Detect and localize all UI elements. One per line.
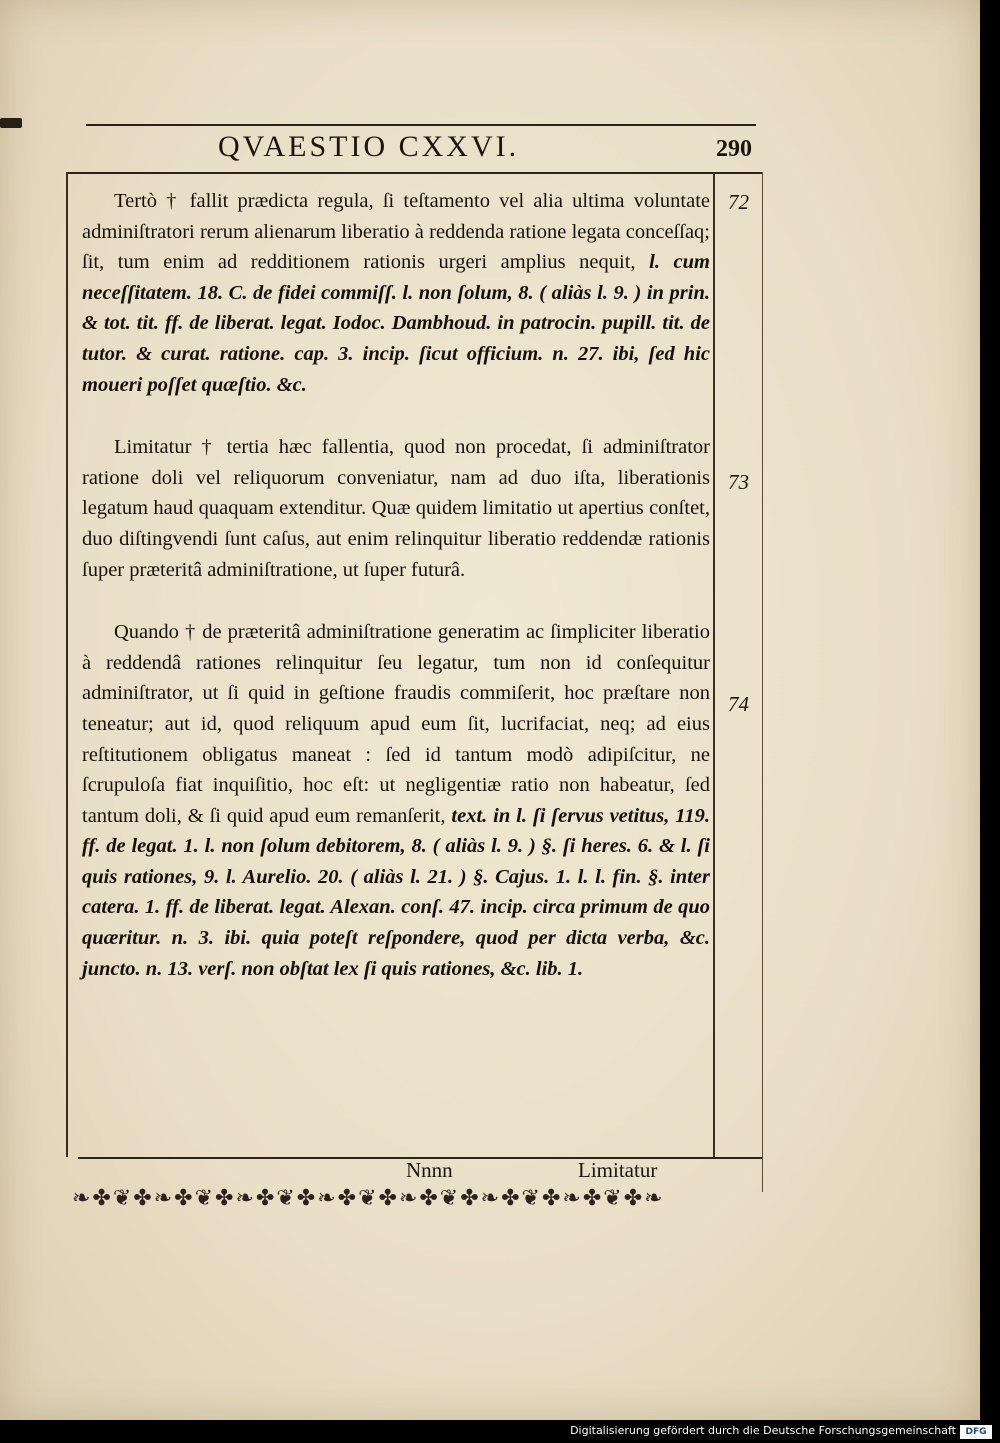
dfg-logo-icon: DFG — [960, 1425, 992, 1439]
paragraph-2-text: Limitatur † tertia hæc fallentia, quod non procedat, ſi adminiſtrator ratione doli vel reliquorum conveniatur, nam ad duo iſta, liberationis legatum haud quaquam extenditur. Quæ quidem limitatio ut apertius conſtet, duo diſtingvendi ſunt caſus, aut enim relinquitur liberatio reddendæ rationis ſuper præteritâ adminiſtratione, ut ſuper futurâ. — [82, 436, 710, 581]
signature-mark: Nnnn — [406, 1158, 453, 1182]
margin-edge-rule — [762, 172, 763, 1192]
margin-number-73: 73 — [728, 470, 749, 494]
header-top-rule — [86, 124, 756, 126]
main-text — [82, 186, 710, 984]
binding-mark — [0, 118, 22, 128]
page-number: 290 — [716, 136, 752, 162]
header-rule — [66, 172, 762, 174]
paragraph-1-citation: l. cum neceſſitatem. 18. C. de fidei commiſſ. l. non ſolum, 8. ( aliàs l. 9. ) in prin. & tot. tit. ff. de liberat. legat. Iodoc. Dambhoud. in patrocin. pupill. tit. de tutor. & curat. ratione. cap. 3. incip. ſicut officium. n. 27. ibi, ſed hic moueri poſſet quæſtio. &c. — [82, 251, 710, 396]
margin-number-74: 74 — [728, 692, 749, 716]
paragraph-1 — [82, 186, 710, 400]
frame-right-rule — [713, 172, 715, 1157]
catchword: Limitatur — [578, 1158, 658, 1182]
paragraph-3-citation: text. in l. ſi ſervus vetitus, 119. ff. de legat. 1. l. non ſolum debitorem, 8. ( aliàs l. 9. ) §. ſi heres. 6. & l. ſi quis rationes, 9. l. Aurelio. 20. ( aliàs l. 21. ) §. Cajus. 1. l. l. fin. §. inter catera. 1. ff. de liberat. legat. Alexan. conſ. 47. incip. circa primum de quo quæritur. n. 3. ibi. quia poteſt reſpondere, quod per dicta verba, &c. juncto. n. 13. verſ. non obſtat lex ſi quis rationes, &c. lib. 1. — [82, 804, 711, 980]
footer-credit: Digitalisierung gefördert durch die Deutsche Forschungsgemeinschaft — [570, 1424, 956, 1437]
margin-number-72: 72 — [728, 190, 749, 214]
running-head: QVAESTIO CXXVI. — [218, 130, 520, 163]
paragraph-2 — [82, 432, 710, 585]
paragraph-1-text: Tertò † fallit prædicta regula, ſi teſtamento vel alia ultima voluntate adminiſtratori rerum alienarum liberatio à reddenda ratione legata conceſſaq; ſit, tum enim ad redditionem rationis urgeri amplius nequit, — [82, 190, 710, 274]
frame-left-rule — [66, 172, 68, 1157]
paragraph-3 — [82, 617, 710, 984]
ornament-band-icon: ❧✤❦✤❧✤❦✤❧✤❦✤❧✤❦✤❧✤❦✤❧✤❦✤❧✤❦✤❧ — [72, 1186, 665, 1211]
paragraph-3-text: Quando † de præteritâ adminiſtratione generatim ac ſimpliciter liberatio à reddendâ rationes relinquitur ſeu legatur, tum non id conſequitur adminiſtrator, ut ſi quid in geſtione fraudis commiſerit, hoc præſtare non teneatur; aut id, quod reliquum apud eum ſit, lucrifaciat, neq; ad eius reſtitutionem obligatus maneat : ſed id tantum modò adipiſcitur, ne ſcrupuloſa fiat inquiſitio, hoc eſt: ut negligentiæ ratio non habeatur, ſed tantum doli, & ſi quid apud eum remanſerit, — [82, 621, 710, 827]
